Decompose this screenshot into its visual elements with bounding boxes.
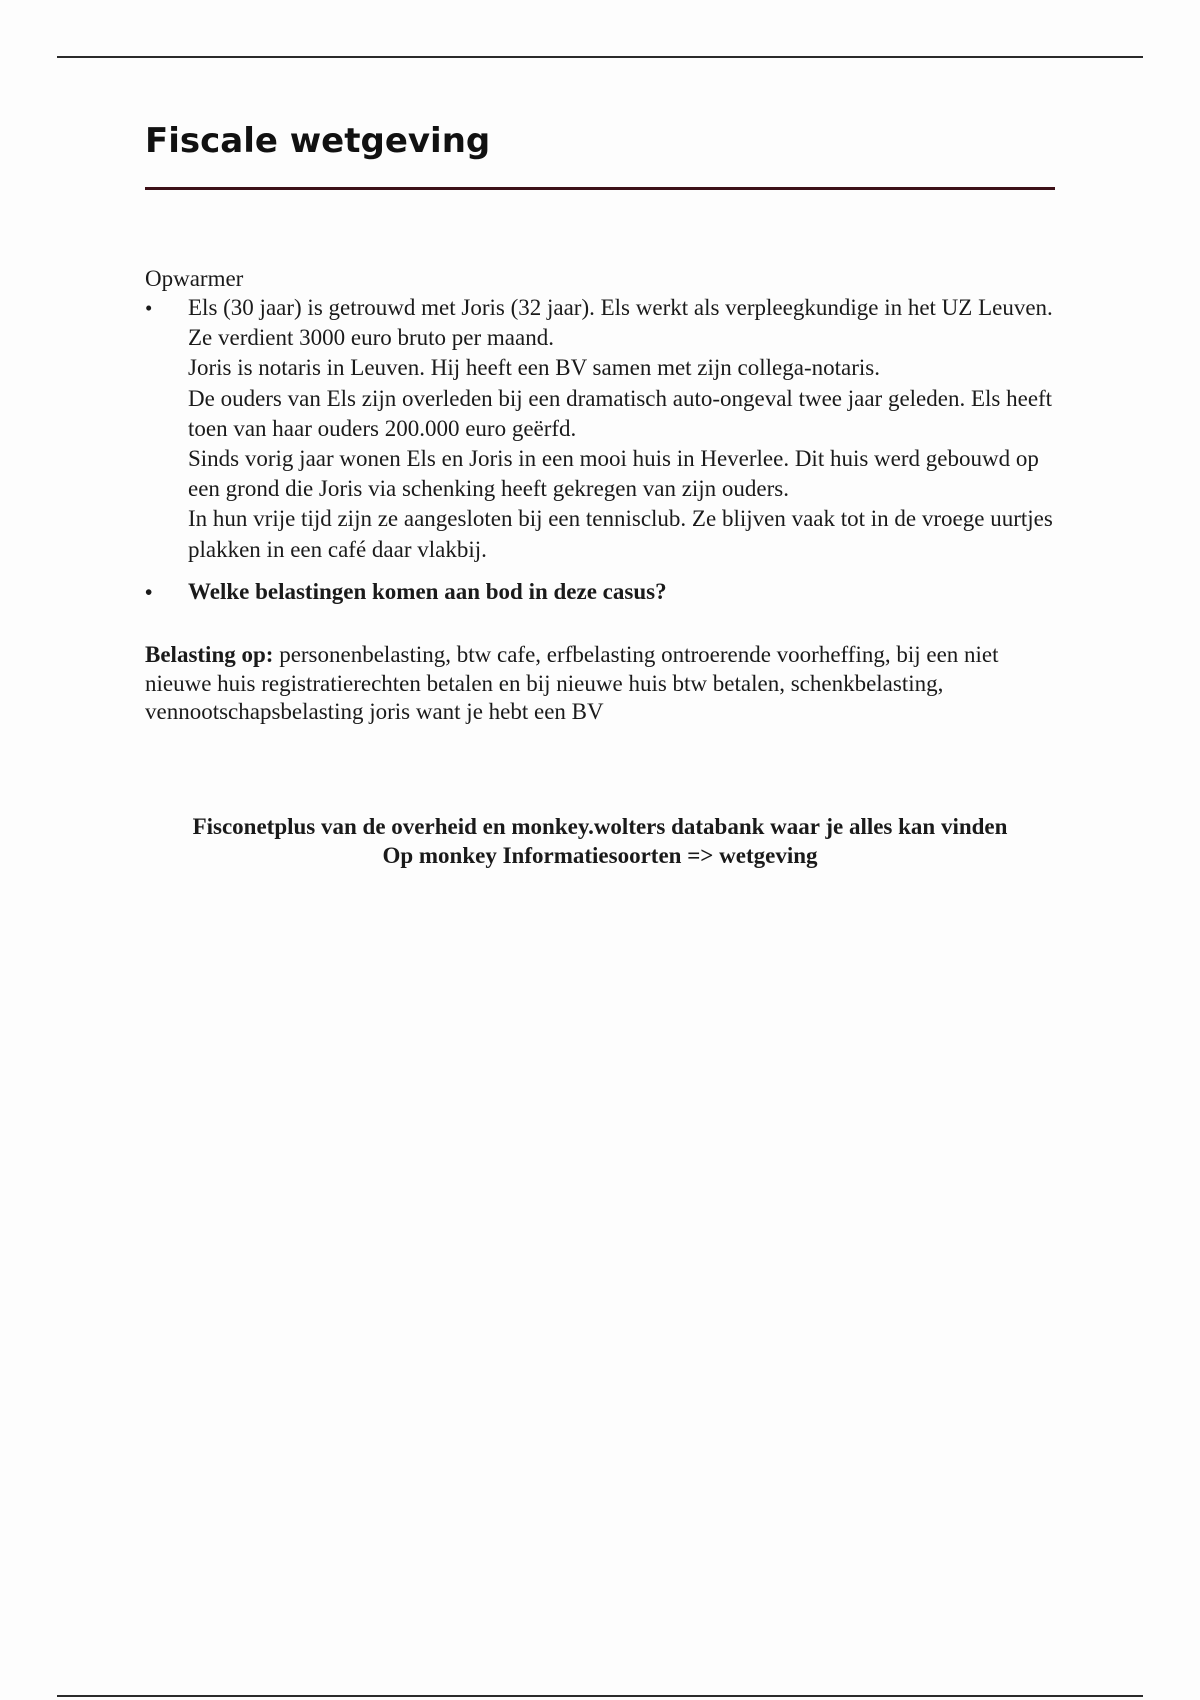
- bullet-icon: •: [145, 296, 153, 320]
- document-page: [145, 118, 1055, 870]
- case-paragraph: In hun vrije tijd zijn ze aangesloten bij een tennisclub. Ze blijven vaak tot in de vroege uurtjes plakken in een café daar vlakbij.: [188, 506, 1053, 562]
- case-paragraph: Els (30 jaar) is getrouwd met Joris (32 jaar). Els werkt als verpleegkundige in het UZ Leuven. Ze verdient 3000 euro bruto per maand.: [188, 295, 1053, 351]
- resources-line-1: Fisconetplus van de overheid en monkey.wolters databank waar je alles kan vinden: [192, 813, 1008, 839]
- question-item: [145, 577, 1055, 607]
- answer-label: Belasting op:: [145, 642, 274, 668]
- section-label: Opwarmer: [145, 266, 244, 291]
- question-text: Welke belastingen komen aan bod in deze casus?: [188, 578, 667, 604]
- page-bottom-rule: [57, 1695, 1143, 1697]
- title-underline: [145, 187, 1055, 190]
- resources-line-2: Op monkey Informatiesoorten => wetgeving: [382, 842, 818, 868]
- resources-note: [145, 812, 1055, 870]
- document-title: Fiscale wetgeving: [145, 121, 491, 161]
- case-list: [145, 293, 1055, 607]
- page-top-rule: [57, 56, 1143, 58]
- case-paragraph: Sinds vorig jaar wonen Els en Joris in een mooi huis in Heverlee. Dit huis werd gebouwd op een grond die Joris via schenking heeft gekregen van zijn ouders.: [188, 446, 1039, 502]
- bullet-icon: •: [145, 579, 153, 604]
- answer-text: personenbelasting, btw cafe, erfbelasting ontroerende voorheffing, bij een niet nieuwe huis registratierechten betalen en bij nieuwe huis btw betalen, schenkbelasting, vennootschapsbelasting joris want je hebt een BV: [145, 642, 999, 725]
- case-description-item: [145, 293, 1055, 565]
- case-paragraph: Joris is notaris in Leuven. Hij heeft een BV samen met zijn collega-notaris.: [188, 355, 880, 381]
- answer-paragraph: [145, 641, 1055, 727]
- case-paragraph: De ouders van Els zijn overleden bij een dramatisch auto-ongeval twee jaar geleden. Els heeft toen van haar ouders 200.000 euro geërfd.: [188, 385, 1053, 441]
